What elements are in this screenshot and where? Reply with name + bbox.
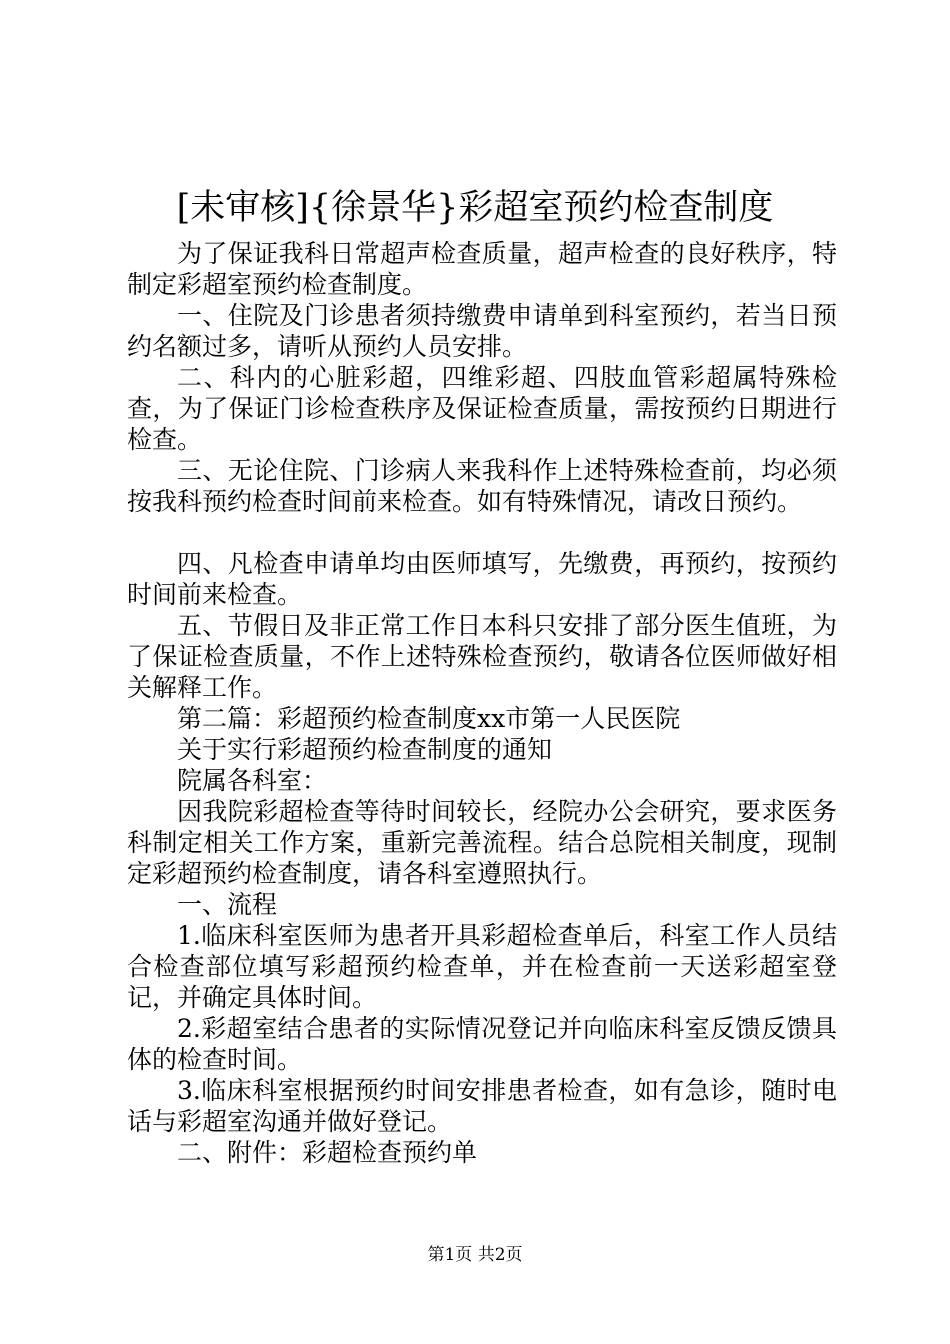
section-heading-process: 一、流程: [177, 890, 278, 919]
paragraph-intro: 为了保证我科日常超声检查质量，超声检查的良好秩序，特制定彩超室预约检查制度。: [127, 239, 837, 299]
page-number-footer: 第1页 共2页: [427, 1245, 523, 1265]
paragraph-rule-2: 二、科内的心脏彩超，四维彩超、四肢血管彩超属特殊检查，为了保证门诊检查秩序及保证检查质量，需按预约日期进行检查。: [127, 363, 837, 454]
paragraph-rule-4: 四、凡检查申请单均由医师填写，先缴费，再预约，按预约时间前来检查。: [127, 549, 837, 609]
process-step-1: 1.临床科室医师为患者开具彩超检查单后，科室工作人员结合检查部位填写彩超预约检查单，并在检查前一天送彩超室登记，并确定具体时间。: [127, 921, 837, 1012]
process-step-3: 3.临床科室根据预约时间安排患者检查，如有急诊，随时电话与彩超室沟通并做好登记。: [127, 1076, 837, 1136]
paragraph-rule-1: 一、住院及门诊患者须持缴费申请单到科室预约，若当日预约名额过多，请听从预约人员安排。: [127, 301, 837, 361]
paragraph-rule-5: 五、节假日及非正常工作日本科只安排了部分医生值班，为了保证检查质量，不作上述特殊检查预约，敬请各位医师做好相关解释工作。: [127, 611, 837, 702]
section-heading-attachment: 二、附件：彩超检查预约单: [177, 1138, 478, 1167]
process-step-2: 2.彩超室结合患者的实际情况登记并向临床科室反馈反馈具体的检查时间。: [127, 1014, 837, 1074]
notice-body: 因我院彩超检查等待时间较长，经院办公会研究，要求医务科制定相关工作方案，重新完善流程。结合总院相关制度，现制定彩超预约检查制度，请各科室遵照执行。: [127, 797, 837, 888]
section-heading-part-two: 第二篇：彩超预约检查制度xx市第一人民医院: [177, 704, 681, 733]
notice-title: 关于实行彩超预约检查制度的通知: [177, 735, 553, 764]
document-title: [未审核]{徐景华}彩超室预约检查制度: [176, 188, 774, 228]
paragraph-rule-3: 三、无论住院、门诊病人来我科作上述特殊检查前，均必须按我科预约检查时间前来检查。如有特殊情况，请改日预约。: [127, 456, 837, 516]
notice-recipients: 院属各科室：: [177, 766, 328, 795]
document-body: [127, 238, 837, 1168]
